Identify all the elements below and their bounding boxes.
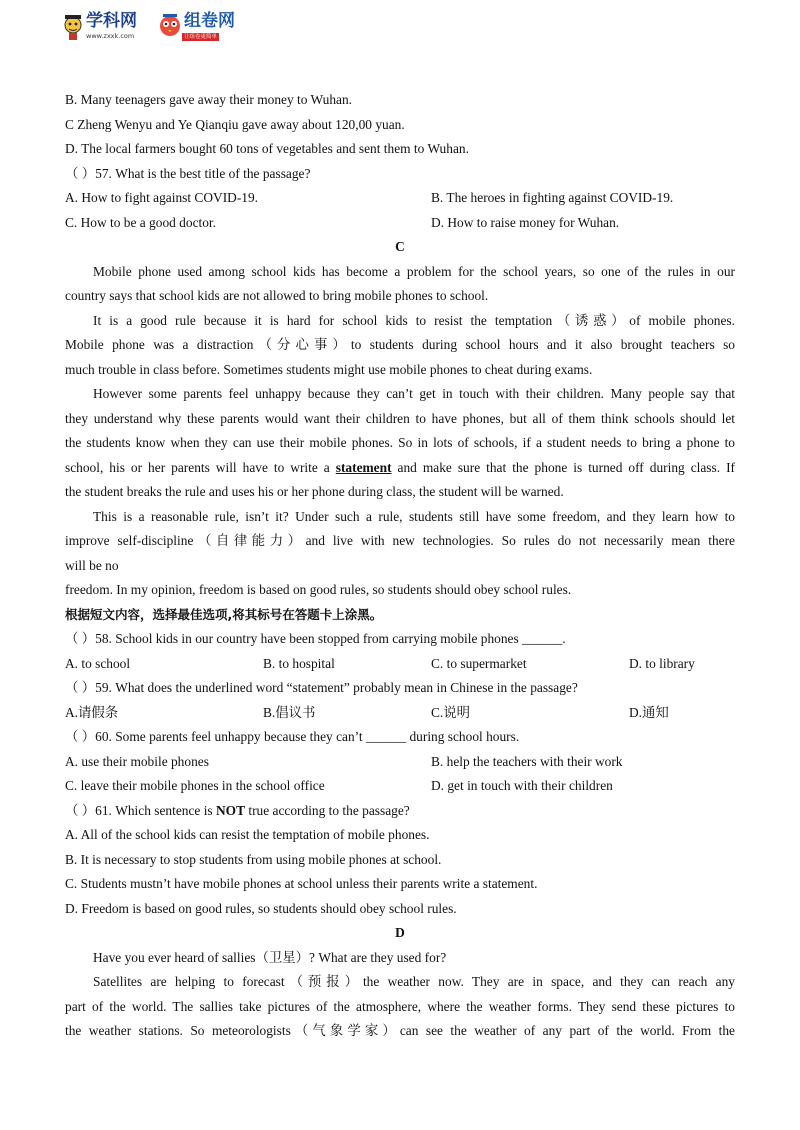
q57-options-row1 <box>65 186 735 211</box>
zxxk-logo <box>62 10 154 46</box>
zxxk-logo-url: www.zxxk.com <box>86 32 135 40</box>
passage-c-p3-line4 <box>65 456 735 481</box>
q56-option-c: C Zheng Wenyu and Ye Qianqiu gave away about 120,00 yuan. <box>65 116 405 132</box>
section-c-instruction: 根据短文内容，选择最佳选项,将其标号在答题卡上涂黑。 <box>65 606 383 622</box>
passage-c-p4-line3: will be no <box>65 557 119 573</box>
zujuan-logo-name: 组卷网 <box>184 11 235 31</box>
passage-c-p1-line1: Mobile phone used among school kids has become a problem for the school years, so one of the rules in our <box>93 263 735 279</box>
underlined-word-statement: statement <box>335 459 392 475</box>
q59-option-a: A.请假条 <box>65 704 119 720</box>
passage-c-p3-line4-end: and make sure that the phone is turned off during class. If <box>391 459 735 475</box>
passage-c-p4-line4: freedom. In my opinion, freedom is based on good rules, so students should obey school rules. <box>65 582 572 597</box>
q60-option-a: A. use their mobile phones <box>65 753 209 769</box>
q57-option-a: A. How to fight against COVID-19. <box>65 190 259 205</box>
mascot-icon <box>62 12 84 42</box>
q56-option-d: D. The local farmers bought 60 tons of vegetables and sent them to Wuhan. <box>65 141 469 156</box>
q60-options-row2 <box>65 774 735 799</box>
q61-option-a: A. All of the school kids can resist the temptation of mobile phones. <box>65 827 430 842</box>
q57-options-row2 <box>65 211 735 236</box>
q59-stem: （ ）59. What does the underlined word “statement” probably mean in Chinese in the passage? <box>65 680 578 695</box>
zxxk-logo-name: 学科网 <box>86 11 137 31</box>
passage-c-p4-line1: This is a reasonable rule, isn’t it? Under such a rule, students still have some freedom, and they learn how to <box>93 508 735 524</box>
passage-c-p3-line4-start: school, his or her parents will have to write a <box>65 459 336 475</box>
passage-c-p3-line5: the student breaks the rule and uses his or her phone during class, the student will be warned. <box>65 484 564 499</box>
document-body <box>65 88 735 1044</box>
q58-options <box>65 652 735 677</box>
zujuan-logo <box>158 10 248 46</box>
q61-option-d: D. Freedom is based on good rules, so students should obey school rules. <box>65 900 457 916</box>
passage-d-p2-line1: Satellites are helping to forecast（预报）the weather now. They are in space, and they can reach any <box>93 974 735 989</box>
q58-stem: （ ）58. School kids in our country have been stopped from carrying mobile phones ______. <box>65 631 566 646</box>
passage-d-p2-line3: the weather stations. So meteorologists（气象学家）can see the weather of any part of the world. From the <box>65 1023 735 1038</box>
q58-option-a: A. to school <box>65 655 131 671</box>
passage-c-p2-line1: It is a good rule because it is hard for school kids to resist the temptation（诱惑）of mobile phones. <box>93 312 735 328</box>
q60-options-row1 <box>65 750 735 775</box>
owl-icon <box>158 12 182 42</box>
passage-d-p1: Have you ever heard of sallies（卫星）? What are they used for? <box>93 949 447 965</box>
passage-c-p2-line2: Mobile phone was a distraction（分心事）to students during school hours and it also brought teachers so <box>65 337 735 352</box>
passage-c-p3-line2: they understand why these parents would want their children to have phones, but all of them think schools should let <box>65 410 735 426</box>
section-d-title: D <box>395 925 405 940</box>
passage-c-p3-line3: the students know when they can use their mobile phones. So in lots of schools, if a student needs to bring a phone to <box>65 435 735 450</box>
q61-stem-end: true according to the passage? <box>245 802 410 818</box>
q61-stem <box>65 799 735 824</box>
q60-stem: （ ）60. Some parents feel unhappy because they can’t ______ during school hours. <box>65 729 520 744</box>
q57-option-c: C. How to be a good doctor. <box>65 214 216 230</box>
q61-stem-start: （ ）61. Which sentence is <box>65 802 216 818</box>
passage-d-p2-line2: part of the world. The sallies take pictures of the atmosphere, where the weather forms. They send these pictures to <box>65 998 735 1014</box>
passage-c-p4-line2: improve self-discipline（自律能力）and live with new technologies. So rules do not necessarily mean there <box>65 533 735 548</box>
q61-stem-not: NOT <box>215 802 246 818</box>
q60-option-b: B. help the teachers with their work <box>431 753 623 769</box>
q61-option-b: B. It is necessary to stop students from using mobile phones at school. <box>65 851 442 867</box>
q59-option-b: B.倡议书 <box>263 704 316 720</box>
q59-option-c: C.说明 <box>431 704 471 720</box>
zujuan-logo-tag: 让组卷更简单 <box>184 34 218 40</box>
q57-option-b: B. The heroes in fighting against COVID-19. <box>431 190 674 205</box>
page-header <box>62 10 362 46</box>
q60-option-c: C. leave their mobile phones in the school office <box>65 778 325 793</box>
section-c-title: C <box>395 239 405 254</box>
q59-options <box>65 701 735 726</box>
passage-c-p2-line3: much trouble in class before. Sometimes students might use mobile phones to cheat during exams. <box>65 361 593 377</box>
q58-option-c: C. to supermarket <box>431 655 527 671</box>
q57-stem: （ ）57. What is the best title of the passage? <box>65 165 311 181</box>
q61-option-c: C. Students mustn’t have mobile phones at school unless their parents write a statement. <box>65 876 538 891</box>
q60-option-d: D. get in touch with their children <box>431 778 613 793</box>
q58-option-d: D. to library <box>629 655 695 671</box>
q58-option-b: B. to hospital <box>263 655 335 671</box>
q56-option-b: B. Many teenagers gave away their money to Wuhan. <box>65 92 353 107</box>
q57-option-d: D. How to raise money for Wuhan. <box>431 214 620 230</box>
passage-c-p3-line1: However some parents feel unhappy because they can’t get in touch with their children. Many people say that <box>93 386 735 401</box>
passage-c-p1-line2: country says that school kids are not allowed to bring mobile phones to school. <box>65 288 489 303</box>
q59-option-d: D.通知 <box>629 704 669 720</box>
